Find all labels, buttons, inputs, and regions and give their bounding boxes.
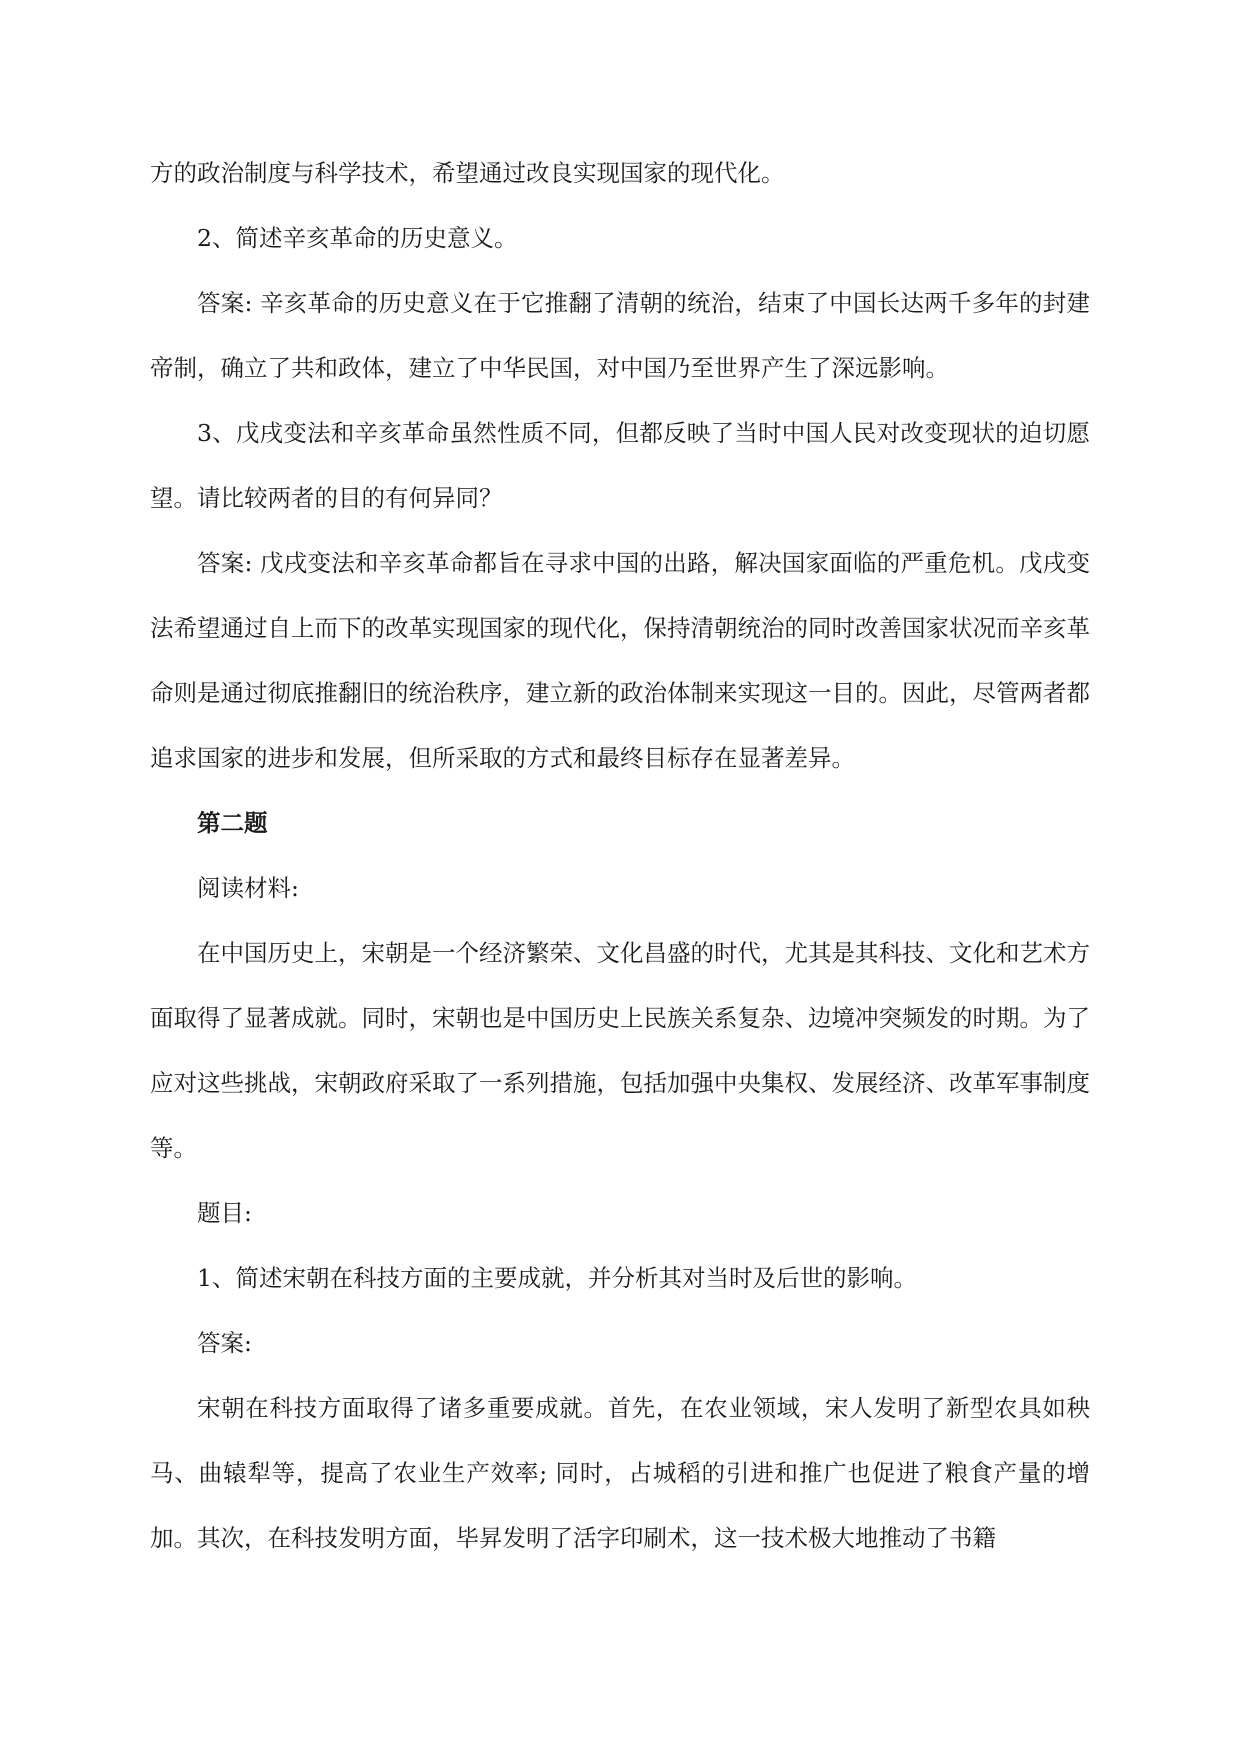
answer-1-text: 宋朝在科技方面取得了诸多重要成就。首先，在农业领域，宋人发明了新型农具如秧马、曲辕犁等，提高了农业生产效率; 同时，占城稻的引进和推广也促进了粮食产量的增加。其次，在科技发明方面，毕昇发明了活字印刷术，这一技术极大地推动了书籍	[150, 1394, 1090, 1552]
section-heading: 第二题	[197, 809, 268, 837]
answer-2: 答案: 辛亥革命的历史意义在于它推翻了清朝的统治，结束了中国长达两千多年的封建帝制，确立了共和政体，建立了中华民国，对中国乃至世界产生了深远影响。	[150, 289, 1090, 382]
question-2: 2、简述辛亥革命的历史意义。	[197, 224, 518, 252]
question-1: 1、简述宋朝在科技方面的主要成就，并分析其对当时及后世的影响。	[197, 1264, 917, 1292]
paragraph-continuation: 方的政治制度与科学技术，希望通过改良实现国家的现代化。	[150, 159, 785, 187]
answer-3: 答案: 戊戌变法和辛亥革命都旨在寻求中国的出路，解决国家面临的严重危机。戊戌变法希望通过自上而下的改革实现国家的现代化，保持清朝统治的同时改善国家状况而辛亥革命则是通过彻底推翻旧的统治秩序，建立新的政治体制来实现这一目的。因此，尽管两者都追求国家的进步和发展，但所采取的方式和最终目标存在显著差异。	[150, 549, 1090, 772]
reading-material-label: 阅读材料:	[197, 874, 299, 902]
question-3: 3、戊戌变法和辛亥革命虽然性质不同，但都反映了当时中国人民对改变现状的迫切愿望。请比较两者的目的有何异同？	[150, 419, 1090, 512]
question-label: 题目:	[197, 1199, 252, 1227]
reading-material-text: 在中国历史上，宋朝是一个经济繁荣、文化昌盛的时代，尤其是其科技、文化和艺术方面取得了显著成就。同时，宋朝也是中国历史上民族关系复杂、边境冲突频发的时期。为了应对这些挑战，宋朝政府采取了一系列措施，包括加强中央集权、发展经济、改革军事制度等。	[150, 939, 1090, 1162]
answer-label: 答案:	[197, 1329, 252, 1357]
document-page	[150, 141, 1090, 1571]
